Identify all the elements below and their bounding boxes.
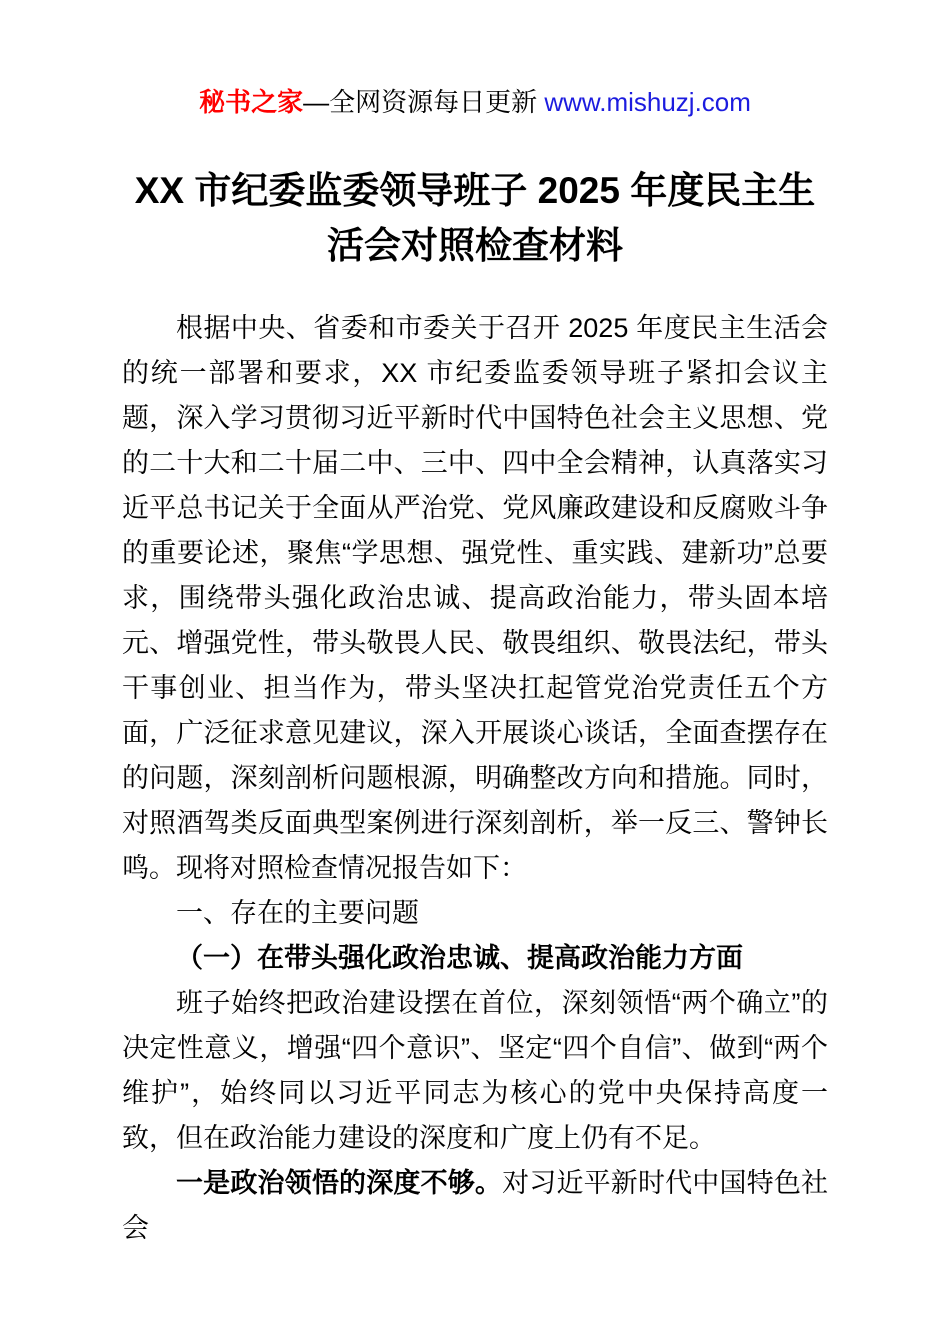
- section-1-heading: 一、存在的主要问题: [176, 898, 419, 928]
- point-1-paragraph: [122, 1161, 828, 1251]
- watermark-tagline: —全网资源每日更新: [303, 87, 545, 117]
- brand-name: 秘书之家: [199, 87, 304, 117]
- subsection-1-paragraph: 班子始终把政治建设摆在首位，深刻领悟“两个确立”的决定性意义，增强“四个意识”、坚定“四个自信”、做到“两个维护”，始终同以习近平同志为核心的党中央保持高度一致，但在政治能力建设的深度和广度上仍有不足。: [122, 988, 828, 1153]
- intro-paragraph: 根据中央、省委和市委关于召开 2025 年度民主生活会的统一部署和要求，XX 市纪委监委领导班子紧扣会议主题，深入学习贯彻习近平新时代中国特色社会主义思想、党的二十大和二十届二中、三中、四中全会精神，认真落实习近平总书记关于全面从严治党、党风廉政建设和反腐败斗争的重要论述，聚焦“学思想、强党性、重实践、建新功”总要求，围绕带头强化政治忠诚、提高政治能力，带头固本培元、增强党性，带头敬畏人民、敬畏组织、敬畏法纪，带头干事创业、担当作为，带头坚决扛起管党治党责任五个方面，广泛征求意见建议，深入开展谈心谈话，全面查摆存在的问题，深刻剖析问题根源，明确整改方向和措施。同时，对照酒驾类反面典型案例进行深刻剖析，举一反三、警钟长鸣。现将对照检查情况报告如下：: [122, 313, 828, 883]
- subsection-1-heading: （一）在带头强化政治忠诚、提高政治能力方面: [176, 943, 743, 973]
- point-1-lead: 一是政治领悟的深度不够。: [176, 1168, 503, 1198]
- point-1-text: 对习近平新时代中国特色社会: [122, 1168, 829, 1243]
- watermark-header: [0, 85, 950, 119]
- watermark-url[interactable]: www.mishuzj.com: [544, 87, 751, 117]
- document-body: [122, 306, 828, 1251]
- document-title: XX 市纪委监委领导班子 2025 年度民主生活会对照检查材料: [134, 170, 816, 266]
